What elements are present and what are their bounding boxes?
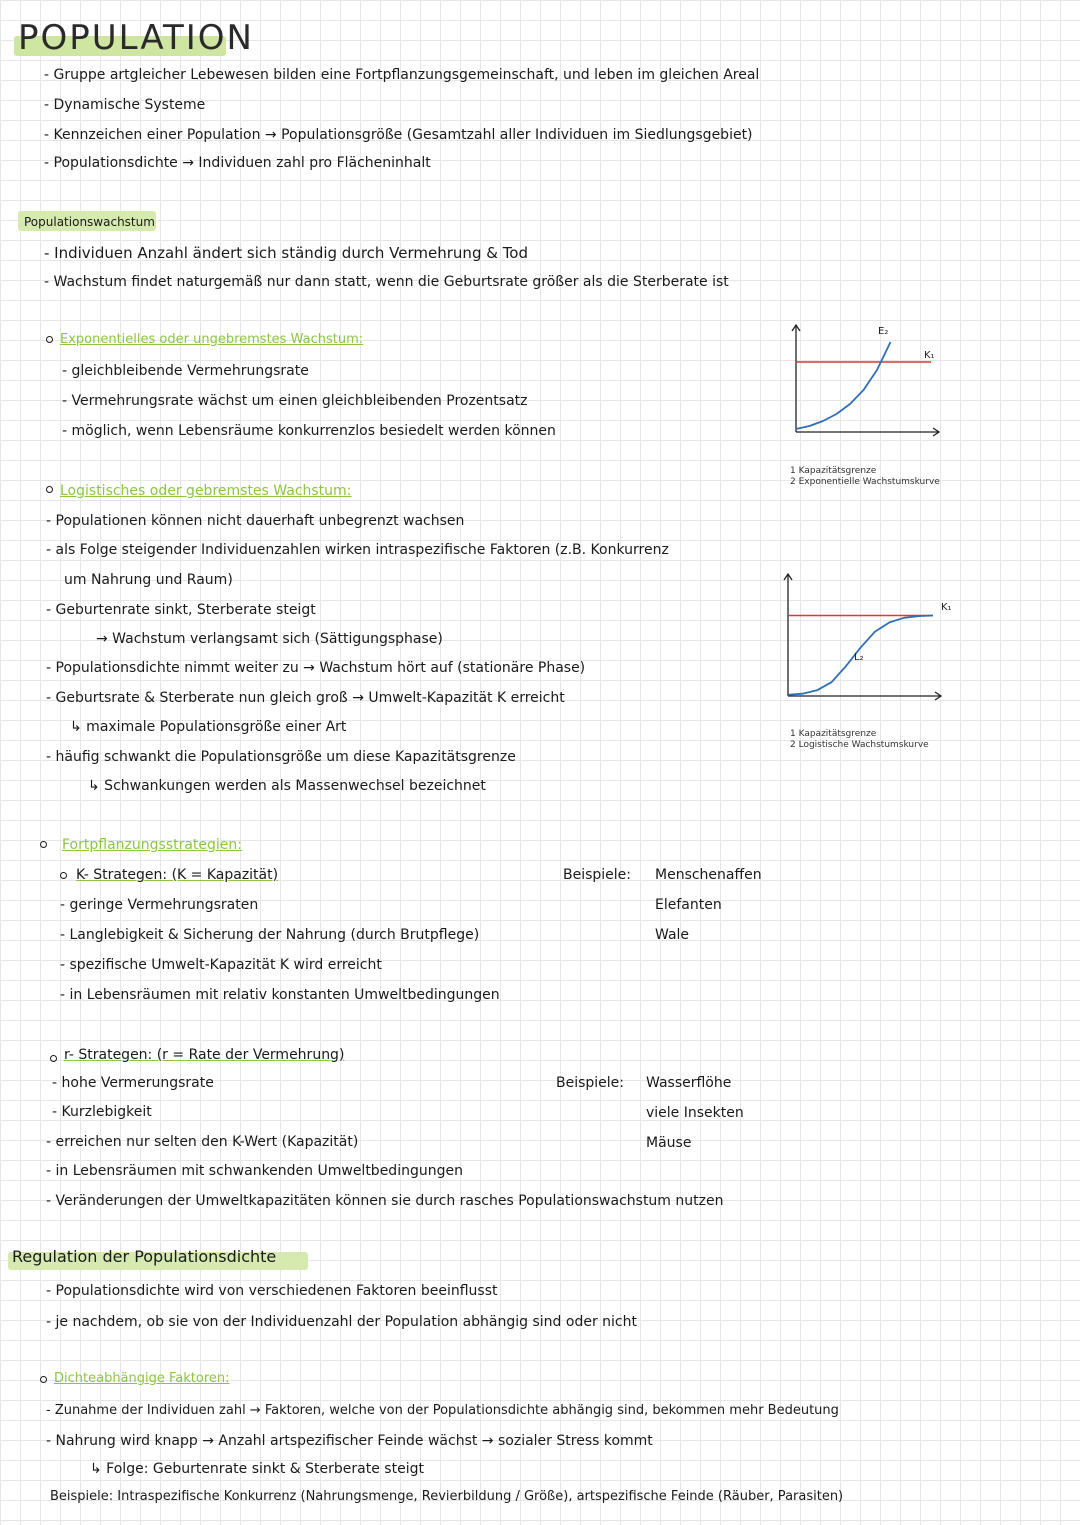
logistic-line: - als Folge steigender Individuenzahlen wirken intraspezifische Faktoren (z.B. Konkurrenz: [46, 542, 669, 558]
regulation-line: - Populationsdichte wird von verschiedenen Faktoren beeinflusst: [46, 1283, 498, 1299]
bullet: [50, 1055, 57, 1062]
k-label: K₁: [941, 602, 952, 613]
k-strategy-heading: K- Strategen: (K = Kapazität): [76, 867, 279, 883]
r-strategy-line: - Veränderungen der Umweltkapazitäten können sie durch rasches Populationswachstum nutzen: [46, 1193, 724, 1209]
curve-label: L₂: [854, 652, 864, 663]
logistic-line: ↳ maximale Populationsgröße einer Art: [70, 719, 347, 735]
exponential-growth-chart: [776, 322, 946, 447]
curve-label: E₂: [878, 326, 889, 337]
logistic-line: - Geburtsrate & Sterberate nun gleich groß → Umwelt-Kapazität K erreicht: [46, 690, 565, 706]
r-example: Wasserflöhe: [646, 1075, 732, 1091]
r-examples-label: Beispiele:: [556, 1075, 625, 1091]
r-example: viele Insekten: [646, 1105, 744, 1121]
k-example: Menschenaffen: [655, 867, 762, 883]
intro-line: - Gruppe artgleicher Lebewesen bilden eine Fortpflanzungsgemeinschaft, und leben im gleichen Areal: [44, 67, 760, 83]
growth-curve: [796, 342, 891, 429]
intro-line: - Kennzeichen einer Population → Populationsgröße (Gesamtzahl aller Individuen im Siedlungsgebiet): [44, 127, 753, 143]
intro-line: - Dynamische Systeme: [44, 97, 206, 113]
k-examples-label: Beispiele:: [563, 867, 632, 883]
bullet: [60, 872, 67, 879]
k-strategy-line: - geringe Vermehrungsraten: [60, 897, 259, 913]
chart1-caption: 2 Exponentielle Wachstumskurve: [790, 477, 940, 487]
section-heading-growth: Populationswachstum: [24, 215, 155, 229]
logistic-line: → Wachstum verlangsamt sich (Sättigungsphase): [96, 631, 443, 647]
page-title: POPULATION: [18, 18, 254, 58]
dependent-line: ↳ Folge: Geburtenrate sinkt & Sterberate steigt: [90, 1461, 424, 1477]
logistic-line: um Nahrung und Raum): [64, 572, 233, 588]
logistic-growth-chart: [766, 574, 956, 709]
exponential-heading: Exponentielles oder ungebremstes Wachstum:: [60, 332, 364, 347]
dependent-factors-heading: Dichteabhängige Faktoren:: [54, 1371, 230, 1386]
logistic-heading: Logistisches oder gebremstes Wachstum:: [60, 483, 352, 499]
growth-line: - Wachstum findet naturgemäß nur dann statt, wenn die Geburtsrate größer als die Sterberate ist: [44, 274, 729, 290]
logistic-line: - Geburtenrate sinkt, Sterberate steigt: [46, 602, 316, 618]
bullet: [40, 1376, 47, 1383]
chart2-caption: 2 Logistische Wachstumskurve: [790, 740, 929, 750]
strategies-heading: Fortpflanzungsstrategien:: [62, 837, 242, 853]
r-strategy-heading: r- Strategen: (r = Rate der Vermehrung): [64, 1047, 345, 1063]
k-example: Elefanten: [655, 897, 722, 913]
logistic-line: - häufig schwankt die Populationsgröße um diese Kapazitätsgrenze: [46, 749, 516, 765]
logistic-line: - Populationsdichte nimmt weiter zu → Wachstum hört auf (stationäre Phase): [46, 660, 586, 676]
exponential-line: - gleichbleibende Vermehrungsrate: [62, 363, 309, 379]
growth-line: - Individuen Anzahl ändert sich ständig durch Vermehrung & Tod: [44, 244, 529, 262]
bullet: [46, 486, 53, 493]
exponential-line: - möglich, wenn Lebensräume konkurrenzlos besiedelt werden können: [62, 423, 556, 439]
intro-line: - Populationsdichte → Individuen zahl pro Flächeninhalt: [44, 155, 431, 171]
k-example: Wale: [655, 927, 690, 943]
regulation-heading: Regulation der Populationsdichte: [12, 1247, 277, 1266]
bullet: [46, 336, 53, 343]
logistic-line: - Populationen können nicht dauerhaft unbegrenzt wachsen: [46, 513, 465, 529]
r-strategy-line: - Kurzlebigkeit: [52, 1104, 152, 1120]
k-strategy-line: - spezifische Umwelt-Kapazität K wird erreicht: [60, 957, 382, 973]
r-strategy-line: - in Lebensräumen mit schwankenden Umweltbedingungen: [46, 1163, 463, 1179]
k-strategy-line: - in Lebensräumen mit relativ konstanten Umweltbedingungen: [60, 987, 500, 1003]
r-strategy-line: - erreichen nur selten den K-Wert (Kapazität): [46, 1134, 359, 1150]
dependent-line: - Nahrung wird knapp → Anzahl artspezifischer Feinde wächst → sozialer Stress kommt: [46, 1433, 653, 1449]
r-example: Mäuse: [646, 1135, 692, 1151]
dependent-line: - Zunahme der Individuen zahl → Faktoren, welche von der Populationsdichte abhängig sind, bekommen mehr Bedeutung: [46, 1403, 839, 1418]
chart2-caption: 1 Kapazitätsgrenze: [790, 729, 877, 739]
k-label: K₁: [924, 350, 935, 361]
regulation-line: - je nachdem, ob sie von der Individuenzahl der Population abhängig sind oder nicht: [46, 1314, 637, 1330]
logistic-line: ↳ Schwankungen werden als Massenwechsel bezeichnet: [88, 778, 486, 794]
exponential-line: - Vermehrungsrate wächst um einen gleichbleibenden Prozentsatz: [62, 393, 528, 409]
dependent-line: Beispiele: Intraspezifische Konkurrenz (Nahrungsmenge, Revierbildung / Größe), artspezifische Feinde (Räuber, Parasiten): [50, 1489, 844, 1504]
bullet: [40, 841, 47, 848]
k-strategy-line: - Langlebigkeit & Sicherung der Nahrung (durch Brutpflege): [60, 927, 480, 943]
chart1-caption: 1 Kapazitätsgrenze: [790, 466, 877, 476]
r-strategy-line: - hohe Vermerungsrate: [52, 1075, 214, 1091]
